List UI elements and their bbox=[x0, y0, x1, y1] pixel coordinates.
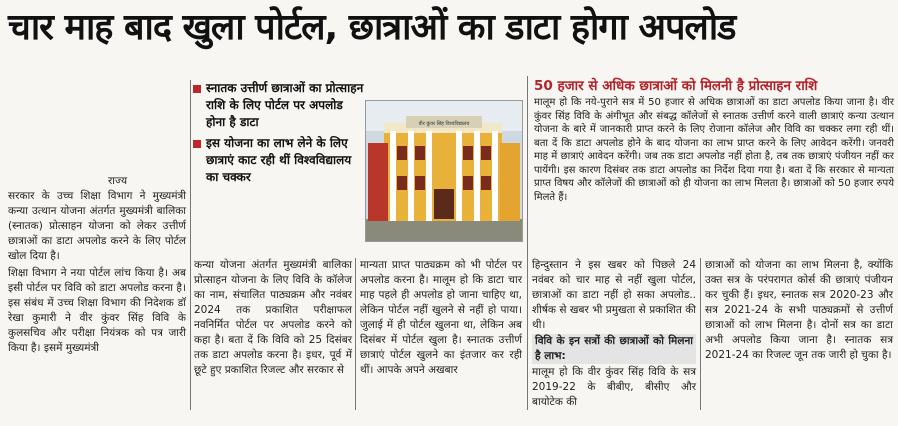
article-column-1 bbox=[8, 189, 186, 356]
headline: चार माह बाद खुला पोर्टल, छात्राओं का डाटा होगा अपलोड bbox=[8, 7, 736, 48]
article-paragraph: मान्यता प्राप्त पाठ्यक्रम को भी पोर्टल पर अपलोड करना है। मालूम हो कि डाटा चार माह पहले ही अपलोड हो जाना चाहिए था, लेकिन पोर्टल नहीं खुलने से नहीं हो पाया। जुलाई में ही पोर्टल खुलना था, लेकिन अब दिसंबर में पोर्टल खुला है। स्नातक उत्तीर्ण छात्राएं पोर्टल खुलने का इंतजार कर रही थीं। आपके अपने अखबार bbox=[360, 259, 522, 376]
article-paragraph: मालूम हो कि नये-पुराने सत्र में 50 हजार से अधिक छात्राओं का डाटा अपलोड किया जाना है। वीर कुंवर सिंह विवि के अंगीभूत और संबद्ध कॉलेजों से स्नातक उत्तीर्ण करने वाली छात्राएं कन्या उत्थान योजना के बारे में जानकारी प्राप्त करने के लिए रोजाना कॉलेज और विवि का चक्कर लगा रही थीं। बता दें कि डाटा अपलोड होने के बाद योजना का लाभ प्राप्त करने के लिए आवेदन करेंगी। जनवरी माह में छात्राएं आवेदन करेंगी। जब तक डाटा अपलोड नहीं होता है, तब तक छात्राएं पंजीयन नहीं कर पायेंगी। इस कारण दिसंबर तक डाटा अपलोड का निर्देश दिया गया है। बता दें कि सरकार से मान्यता प्राप्त विषय और कॉलेजों की छात्राओं को ही योजना का लाभ मिलता है। छात्राओं को 50 हजार रुपये मिलते हैं। bbox=[534, 97, 894, 203]
highlight-bullets bbox=[193, 80, 365, 190]
article-column-4-top bbox=[534, 96, 894, 204]
building-illustration bbox=[366, 101, 522, 241]
article-column-5 bbox=[705, 258, 893, 363]
article-column-4 bbox=[532, 258, 696, 410]
column-divider bbox=[190, 80, 191, 410]
column-divider bbox=[355, 258, 356, 410]
column-divider bbox=[527, 76, 528, 410]
bullet-text: स्नातक उत्तीर्ण छात्राओं का प्रोत्साहन राशि के लिए पोर्टल पर अपलोड होना है डाटा bbox=[206, 81, 364, 129]
article-paragraph: शिक्षा विभाग ने नया पोर्टल लांच किया है। अब इसी पोर्टल पर विवि को डाटा अपलोड करना है। इस संबंध में उच्च शिक्षा विभाग की निदेशक डॉ रेखा कुमारी ने वीर कुंवर सिंह विवि के कुलसचिव और परीक्षा नियंत्रक को पत्र जारी किया है। इसमें मुख्यमंत्री bbox=[8, 267, 186, 354]
article-paragraph: कन्या योजना अंतर्गत मुख्यमंत्री बालिका प्रोत्साहन योजना के लिए विवि के कॉलेज का नाम, संचालित पाठ्यक्रम और नवंबर 2024 तक प्रकाशित परीक्षाफल नवनिर्मित पोर्टल पर अपलोड करने को कहा है। बता दें कि विवि को 25 दिसंबर तक डाटा अपलोड करना है। इधर, पूर्व में छूटे हुए प्रकाशित रिजल्ट और सरकार से bbox=[194, 259, 352, 376]
university-building-photo bbox=[365, 100, 523, 242]
column-divider bbox=[700, 258, 701, 410]
bullet-item bbox=[193, 80, 365, 131]
box-subheading: विवि के इन सत्रों की छात्राओं को मिलना है लाभ: bbox=[532, 334, 696, 364]
dateline: राज्य bbox=[108, 175, 128, 187]
bullet-square-icon bbox=[193, 140, 201, 148]
article-column-2 bbox=[194, 258, 352, 378]
article-column-3 bbox=[360, 258, 522, 378]
article-paragraph: सरकार के उच्च शिक्षा विभाग ने मुख्यमंत्री कन्या उत्थान योजना अंतर्गत मुख्यमंत्री बालिका (स्नातक) प्रोत्साहन योजना को लेकर उत्तीर्ण छात्राओं का डाटा अपलोड करने के लिए पोर्टल खोल दिया है। bbox=[8, 190, 186, 262]
building-sign-text: वीर कुंवर सिंह विश्वविद्यालय bbox=[418, 121, 470, 127]
article-paragraph: छात्राओं को योजना का लाभ मिलना है, क्योंकि उक्त सत्र के परंपरागत कोर्स की छात्राएं पंजीयन कर चुकी हैं। इधर, स्नातक सत्र 2020-23 और सत्र 2021-24 के सभी पाठ्यक्रमों से उत्तीर्ण छात्राओं को लाभ मिलना है। दोनों सत्र का डाटा अभी अपलोड किया जाना है। स्नातक सत्र 2021-24 का रिजल्ट जून तक जारी हो चुका है। bbox=[705, 259, 893, 361]
article-paragraph: हिन्दुस्तान ने इस खबर को पिछले 24 नवंबर को चार माह से नहीं खुला पोर्टल, छात्राओं का डाटा नहीं हो सका अपलोड.. शीर्षक से खबर भी प्रमुखता से प्रकाशित की थी। bbox=[532, 259, 696, 331]
bullet-square-icon bbox=[193, 85, 201, 93]
bullet-text: इस योजना का लाभ लेने के लिए छात्राएं काट रही थीं विश्वविद्यालय का चक्कर bbox=[206, 136, 352, 184]
subheadline: 50 हजार से अधिक छात्राओं को मिलनी है प्रोत्साहन राशि bbox=[534, 78, 818, 94]
article-paragraph: मालूम हो कि वीर कुंवर सिंह विवि के सत्र 2019-22 के बीबीए, बीसीए और बायोटेक की bbox=[532, 366, 696, 408]
bullet-item bbox=[193, 135, 365, 186]
